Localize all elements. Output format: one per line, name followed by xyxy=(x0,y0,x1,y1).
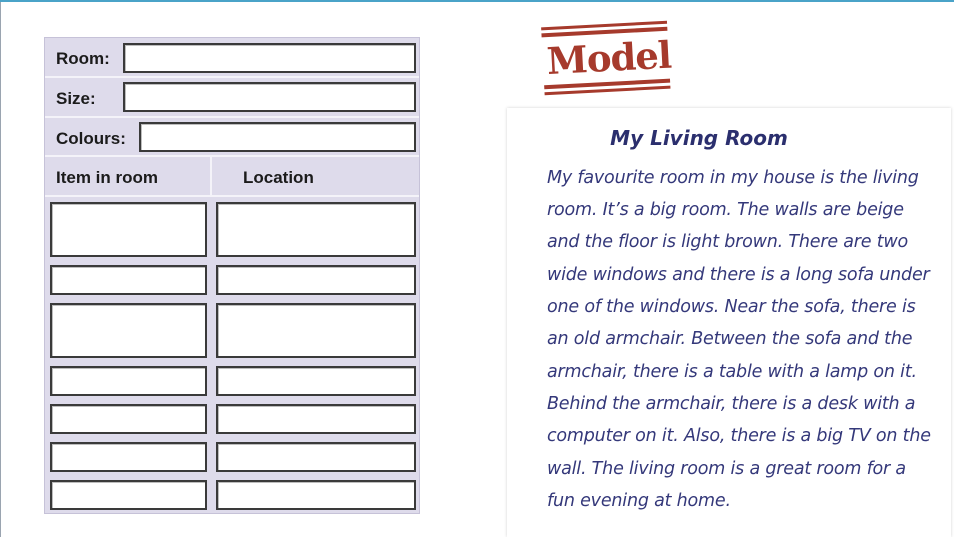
model-text-line: wide windows and there is a long sofa under xyxy=(547,265,930,285)
model-stamp xyxy=(541,19,671,105)
form-divider xyxy=(45,116,419,118)
item-cell[interactable] xyxy=(50,303,207,358)
item-cell[interactable] xyxy=(50,202,207,257)
location-cell[interactable] xyxy=(216,442,416,472)
top-rule xyxy=(0,0,954,2)
model-text-line: room. It’s a big room. The walls are beige xyxy=(547,200,904,220)
item-column-header: Item in room xyxy=(56,168,159,187)
form-divider xyxy=(210,157,212,195)
model-text-line: and the floor is light brown. There are two xyxy=(547,232,908,252)
model-text-line: Behind the armchair, there is a desk with a xyxy=(547,394,916,414)
model-text-line: armchair, there is a table with a lamp on it. xyxy=(547,362,917,382)
room-planning-form xyxy=(44,37,420,514)
item-cell[interactable] xyxy=(50,366,207,396)
model-text-line: My favourite room in my house is the living xyxy=(547,168,919,188)
model-title: My Living Room xyxy=(610,126,788,150)
model-text-line: fun evening at home. xyxy=(547,491,731,511)
item-cell[interactable] xyxy=(50,480,207,510)
model-text-line: one of the windows. Near the sofa, there is xyxy=(547,297,916,317)
location-cell[interactable] xyxy=(216,202,416,257)
item-cell[interactable] xyxy=(50,265,207,295)
colours-label: Colours: xyxy=(56,129,126,148)
item-cell[interactable] xyxy=(50,442,207,472)
model-text-line: wall. The living room is a great room for a xyxy=(547,459,906,479)
item-cell[interactable] xyxy=(50,404,207,434)
model-text-line: computer on it. Also, there is a big TV on the xyxy=(547,426,931,446)
model-text-panel xyxy=(507,108,951,537)
location-cell[interactable] xyxy=(216,404,416,434)
colours-field[interactable] xyxy=(139,122,416,152)
stamp-word: Model xyxy=(545,32,672,84)
size-label: Size: xyxy=(56,89,96,108)
location-cell[interactable] xyxy=(216,303,416,358)
location-cell[interactable] xyxy=(216,366,416,396)
model-text-line: an old armchair. Between the sofa and the xyxy=(547,329,913,349)
form-divider xyxy=(45,195,419,197)
location-cell[interactable] xyxy=(216,480,416,510)
form-divider xyxy=(45,155,419,157)
location-column-header: Location xyxy=(243,168,314,187)
form-divider xyxy=(45,76,419,78)
location-cell[interactable] xyxy=(216,265,416,295)
left-rule xyxy=(0,2,1,537)
room-field[interactable] xyxy=(123,43,416,73)
size-field[interactable] xyxy=(123,82,416,112)
room-label: Room: xyxy=(56,49,110,68)
